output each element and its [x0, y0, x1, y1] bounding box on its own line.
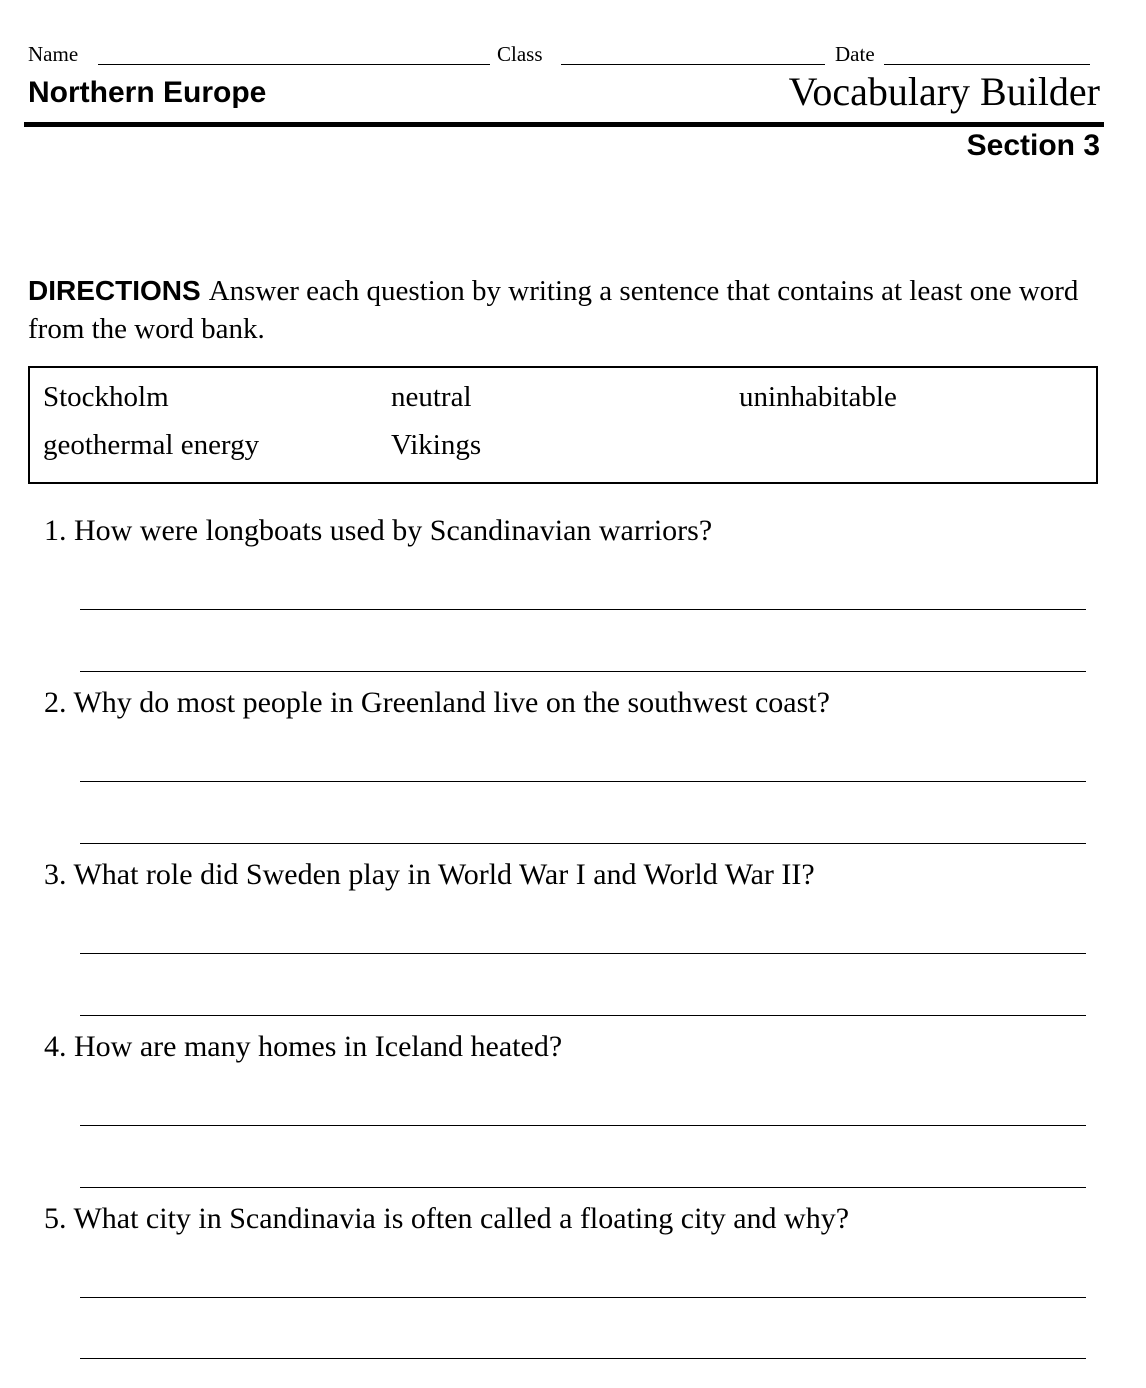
worksheet-title: Vocabulary Builder	[788, 69, 1100, 114]
answer-line[interactable]	[80, 1015, 1086, 1016]
directions-label: DIRECTIONS	[28, 275, 201, 306]
word-bank	[28, 366, 1098, 484]
word-bank-item: Stockholm	[43, 381, 169, 413]
word-bank-item: geothermal energy	[43, 429, 260, 461]
directions	[28, 272, 1098, 348]
directions-text: Answer each question by writing a sentence that contains at least one word from the word bank.	[28, 275, 1079, 345]
class-field[interactable]	[561, 64, 825, 65]
question-1: 1. How were longboats used by Scandinavian warriors?	[44, 514, 713, 547]
answer-line[interactable]	[80, 671, 1086, 672]
header-rule	[24, 122, 1104, 127]
word-bank-item: Vikings	[391, 429, 482, 461]
date-field[interactable]	[884, 64, 1090, 65]
question-5: 5. What city in Scandinavia is often called a floating city and why?	[44, 1202, 850, 1235]
chapter-title: Northern Europe	[28, 76, 267, 109]
word-bank-item: neutral	[391, 381, 472, 413]
answer-line[interactable]	[80, 1297, 1086, 1298]
answer-line[interactable]	[80, 781, 1086, 782]
answer-line[interactable]	[80, 953, 1086, 954]
answer-line[interactable]	[80, 609, 1086, 610]
name-label: Name	[28, 42, 79, 66]
question-4: 4. How are many homes in Iceland heated?	[44, 1030, 563, 1063]
question-3: 3. What role did Sweden play in World War I and World War II?	[44, 858, 815, 891]
date-label: Date	[835, 42, 875, 66]
class-label: Class	[497, 42, 543, 66]
word-bank-item: uninhabitable	[739, 381, 897, 413]
section-label: Section 3	[966, 129, 1100, 162]
name-field[interactable]	[98, 64, 490, 65]
answer-line[interactable]	[80, 1125, 1086, 1126]
answer-line[interactable]	[80, 1358, 1086, 1359]
answer-line[interactable]	[80, 1187, 1086, 1188]
answer-line[interactable]	[80, 843, 1086, 844]
question-2: 2. Why do most people in Greenland live on the southwest coast?	[44, 686, 830, 719]
